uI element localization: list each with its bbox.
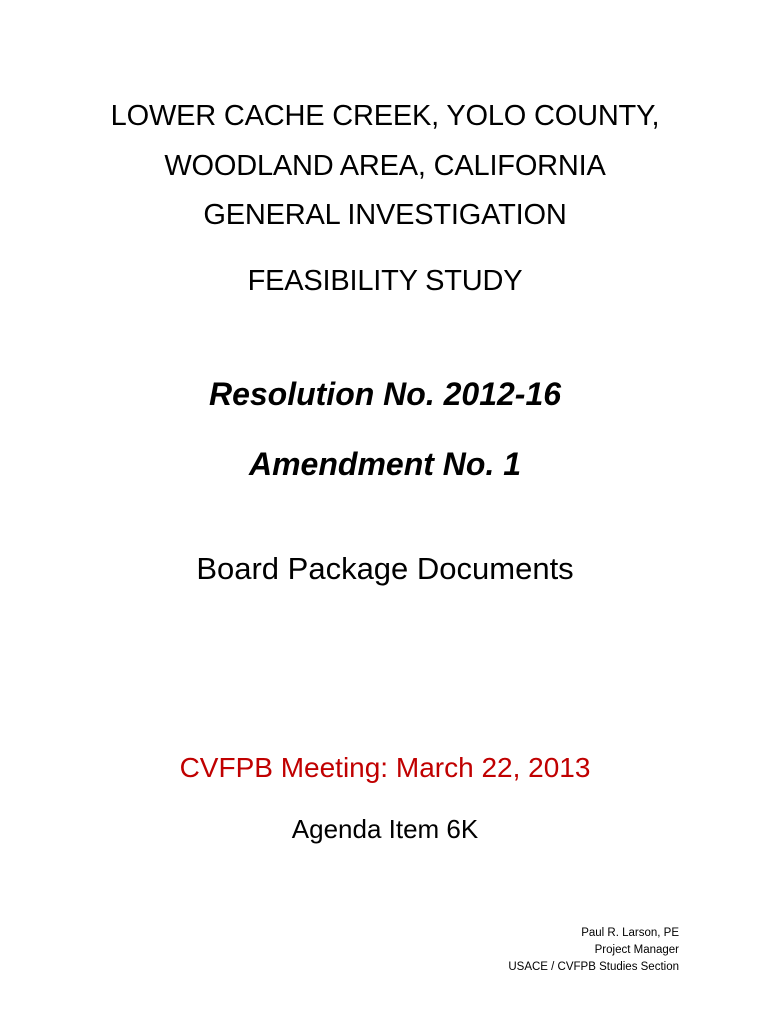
signature-section: USACE / CVFPB Studies Section: [508, 961, 679, 973]
signature-name: Paul R. Larson, PE: [581, 927, 679, 939]
board-package-label: Board Package Documents: [196, 551, 574, 586]
agenda-item: Agenda Item 6K: [291, 814, 479, 844]
amendment-number: Amendment No. 1: [248, 446, 522, 482]
title-line-3: GENERAL INVESTIGATION: [203, 199, 567, 231]
resolution-number: Resolution No. 2012-16: [208, 376, 562, 412]
title-line-2: WOODLAND AREA, CALIFORNIA: [164, 150, 606, 182]
signature-role: Project Manager: [594, 944, 679, 956]
title-line-1: LOWER CACHE CREEK, YOLO COUNTY,: [110, 100, 660, 132]
meeting-date: CVFPB Meeting: March 22, 2013: [179, 752, 591, 783]
title-line-4: FEASIBILITY STUDY: [247, 265, 523, 297]
